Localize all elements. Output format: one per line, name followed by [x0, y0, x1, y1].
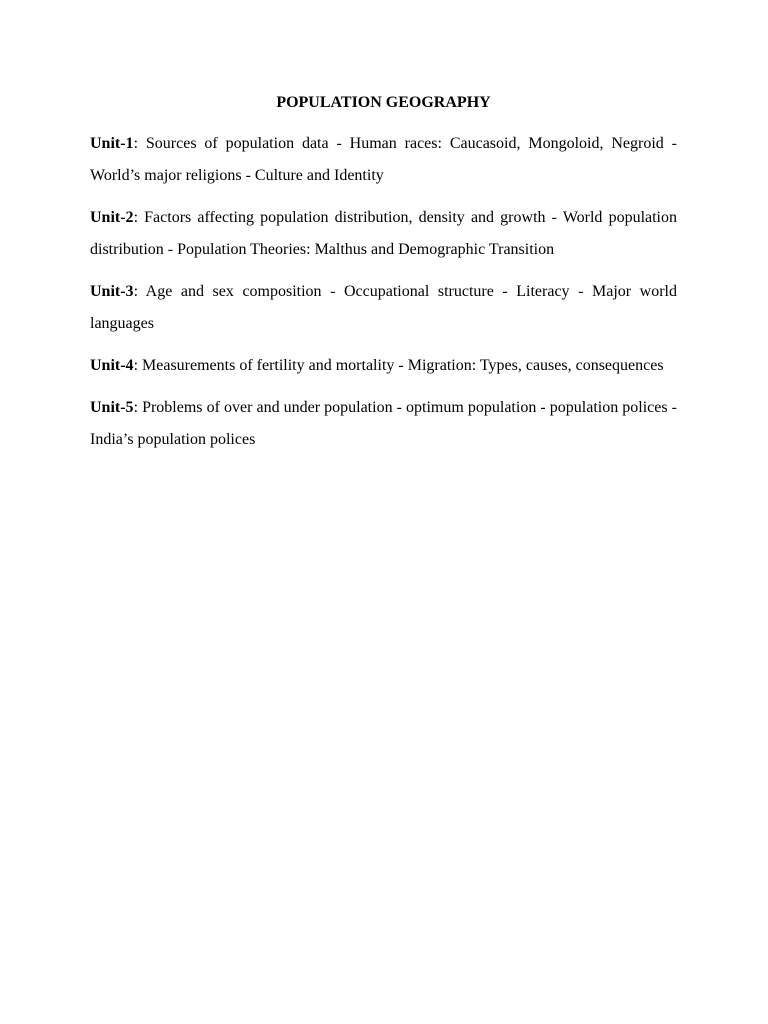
unit-1-paragraph [90, 128, 677, 192]
page-title: POPULATION GEOGRAPHY [276, 94, 491, 111]
unit-2-label: Unit-2 [90, 209, 134, 226]
unit-2-paragraph [90, 202, 677, 266]
unit-4-text: : Measurements of fertility and mortality - Migration: Types, causes, consequences [133, 357, 664, 374]
unit-5-paragraph [90, 392, 677, 456]
document-page [90, 92, 677, 466]
unit-3-label: Unit-3 [90, 283, 134, 300]
unit-1-text: : Sources of population data - Human races: Caucasoid, Mongoloid, Negroid - World’s major religions - Culture and Identity [90, 135, 677, 184]
unit-4-label: Unit-4 [90, 357, 134, 374]
unit-4-paragraph [90, 350, 677, 382]
unit-5-label: Unit-5 [90, 399, 134, 416]
unit-3-text: : Age and sex composition - Occupational structure - Literacy - Major world languages [90, 283, 677, 332]
unit-5-text: : Problems of over and under population - optimum population - population polices - India’s population polices [90, 399, 677, 448]
unit-2-text: : Factors affecting population distribution, density and growth - World population distribution - Population Theories: Malthus and Demographic Transition [90, 209, 677, 258]
unit-3-paragraph [90, 276, 677, 340]
unit-1-label: Unit-1 [90, 135, 134, 152]
